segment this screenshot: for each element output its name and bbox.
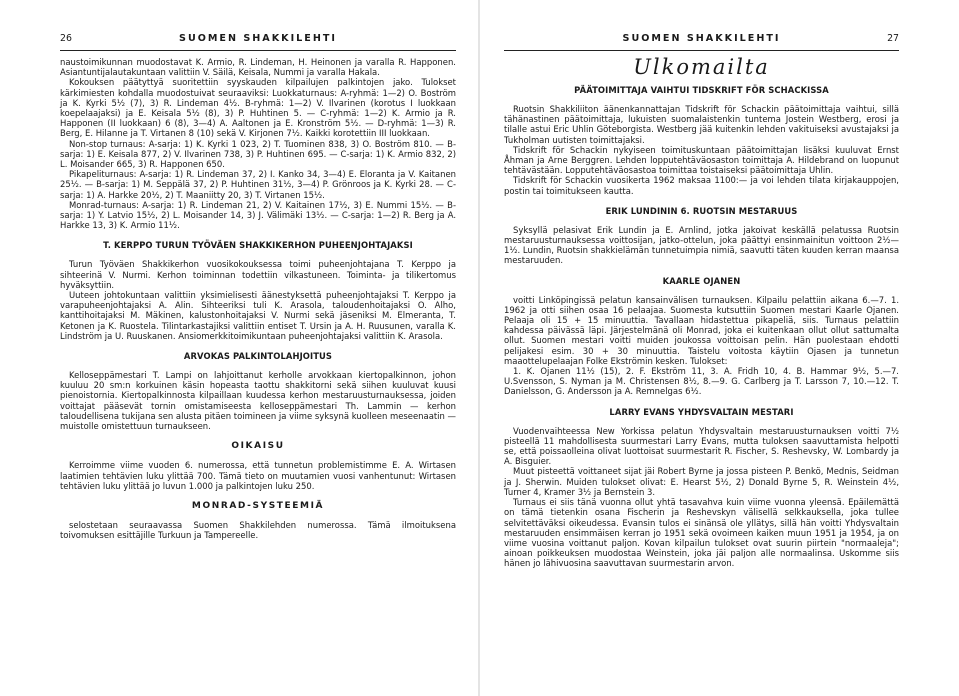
paragraph: naustoimikunnan muodostavat K. Armio, R. Lindeman, H. Heinonen ja varalla R. Happonen. Asiantuntijalautakuntaan valittiin V. Säilä, Keisala, Nummi ja varalla Hakala. [60,57,456,78]
running-head [60,30,456,51]
paragraph: Vuodenvaihteessa New Yorkissa pelatun Yhdysvaltain mestaruusturnauksen voitti 7½ pisteellä 11 mahdollisesta suurmestari Larry Evans, mutta tuloksen saavuttamista helpotti se, että poissaolleina olivat luottoisat suurmestarit R. Fischer, S. Reshevsky, W. Lombardy ja A. Bisguier. [504,425,899,467]
paragraph: 1. K. Ojanen 11½ (15), 2. F. Ekström 11, 3. A. Fridh 10, 4. B. Hammar 9½, 5.—7. U.Svensson, S. Nyman ja M. Christensen 8½, 8.—9. G. Carlberg ja T. Larsson 7, 10.—12. T. Danielsson, G. Andersson ja A. Remnelgas 6½. [504,366,899,397]
article-heading: OIKAISU [231,441,285,452]
paragraph: Non-stop turnaus: A-sarja: 1) K. Kyrki 1 023, 2) T. Tuominen 838, 3) O. Boström 810. — B-sarja: 1) E. Keisala 877, 2) V. Ilvarinen 738, 3) P. Huhtinen 695. — C-sarja: 1) K. Armio 832, 2) L. Moisander 665, 3) R. Happonen 650. [60,138,456,170]
paragraph: Pikapeliturnaus: A-sarja: 1) R. Lindeman 37, 2) I. Kanko 34, 3—4) E. Eloranta ja V. Kaitanen 25½. — B-sarja: 1) M. Seppälä 37, 2) P. Huhtinen 31½, 3—4) P. Grönroos ja K. Kyrki 28. — C-sarja: 1) A. Harkke 20½, 2) T. Maaniitty 20, 3) T. Virtanen 15½. [60,169,456,200]
page-number: 27 [887,33,899,44]
article-heading: LARRY EVANS YHDYSVALTAIN MESTARI [609,406,794,417]
paragraph: Ruotsin Shakkiliiton äänenkannattajan Tidskrift för Schackin päätoimittaja vaihtui, sillä tähänastinen päätoimittaja, lukuisten suomalaistenkin tuntema Jostein Westberg, erosi ja tilalle astui Eric Uhlin Göteborgista. Westberg jää kuitenkin lehden vakituiseksi avustajaksi ja Tukholman uutisten toimittajaksi. [504,104,899,145]
journal-title: SUOMEN SHAKKILEHTI [179,33,337,44]
article-heading: ERIK LUNDININ 6. RUOTSIN MESTARUUS [605,205,798,216]
article-heading: ARVOKAS PALKINTOLAHJOITUS [183,351,333,362]
page-number: 26 [60,33,72,44]
article-heading: KAARLE OJANEN [662,275,741,286]
journal-title: SUOMEN SHAKKILEHTI [622,33,781,44]
paragraph: Muut pisteettä voittaneet sijat jäi Robert Byrne ja jossa pisteen P. Benkö, Mednis, Seidman ja J. Sherwin. Muiden tulokset olivat: E. Hearst 5½, 2) Donald Byrne 5, R. Weinstein 4½, Turner 4, Kramer 3½ ja Bernstein 3. [504,466,899,497]
right-column [504,85,899,569]
left-column [60,57,456,540]
paragraph: Syksyllä pelasivat Erik Lundin ja E. Arnlind, jotka jakoivat keskällä pelatussa Ruotsin mestaruusturnauksessa voittosijan, jatko-ottelun, joka päättyi ensinmainitun voittoon 2½—1½. Lundin, Ruotsin shakkielämän tunnetuimpia nimiä, saavutti täten kuuden kerran maansa mestaruuden. [504,224,899,266]
paragraph: Tidskrift för Schackin nykyiseen toimitusk​untaan päätoimittajan lisäksi kuuluvat Ernst Åhman ja Arne Berggren. Lehden lopputehtäväosaston toimittaja A. Hildebrand on luopunut tehtävästään. Lopputehtäväosastoa toimittaa toistaiseksi päätoimittaja Uhlin. [504,144,899,176]
paragraph: Turnaus ei siis tänä vuonna ollut yhtä tasavahva kuin viime vuonna yleensä. Epäilemättä on tämä tietenkin osana Fischerin ja Reshevskyn välisellä selkkauksella, joka tullee selvitettäväksi oikeudessa. Evansin tulos ei sinänsä ole yllätys, sillä hän voitti Yhdysvaltain mestaruuden ensimmäisen kerran jo 1951 sekä ovoimeen kaiken muun 1951 ja 1954, ja on viime vuosina voittanut paljon. Kovan kilpailun tulokset ovat suurin piirtein "normaaleja"; ainoan poikkeuksen muodostaa Weinstein, joka jäi paljon alle normaalinsa. Uskomme siis hänen jo lähivuosina saavuttavan suurmestarin arvon. [504,497,899,569]
paragraph: Tidskrift för Schackin vuosikerta 1962 maksaa 1100:— ja voi lehden tilata kirjakauppojen, postin tai toimitukseen kautta. [504,175,899,196]
paragraph: Monrad-turnaus: A-sarja: 1) R. Lindeman 21, 2) V. Kaitainen 17½, 3) E. Nummi 15½. — B-sarja: 1) Y. Latvio 15½, 2) L. Moisander 14, 3) J. Välimäki 13½. — C-sarja: 1—2) R. Berg ja A. Harkke 13, 3) K. Armio 11½. [60,199,456,231]
paragraph: Kerroimme viime vuoden 6. numerossa, että tunnetun problemistimme E. A. Wirtasen laatimien tehtävien luku ylittää 700. Tämä tieto on muutamien vuosi vanhentunut: Wirtasen tehtävien luku ylittää jo luvun 1.000 ja palkintojen luku 250. [60,460,456,491]
paragraph: Turun Työväen Shakkikerhon vuosikokouksessa toimi puheenjohtajana T. Kerppo ja sihteerinä V. Nurmi. Kerhon toiminnan todettiin vilkastuneen. Toiminta- ja tilikertomus hyväksyttiin. [60,259,456,290]
article-heading: T. KERPPO TURUN TYÖVÄEN SHAKKIKERHON PUHEENJOHTAJAKSI [103,240,413,251]
article-heading: PÄÄTOIMITTAJA VAIHTUI TIDSKRIFT FÖR SCHACKISSA [574,85,829,95]
paragraph: voitti Linköpingissä pelatun kansainvälisen turnauksen. Kilpailu pelattiin aikana 6.—7. 1. 1962 ja otti siihen osaa 16 pelaajaa. Suomesta kutsuttiin Suomen mestari Kaarle Ojanen. Pelaaja oli 15 + 15 minuuttia. Tavallaan hidastettua pikapeliä, siis. Turnaus pelattiin kahdessa päivässä läpi. Järjestelmänä oli Monrad, joka ei kuitenkaan ollut ollut sattumalta ollut. Suomen mestari voitti muiden joukossa voittoisan pelin. Hän puolestaan ehdotti pelijakesi esim. 30 + 30 minuuttia. Taistelu voitosta käytiin Ojasen ja tunnetun maaottelupelaajan Folke Ekströmin kesken. Tulokset: [504,294,899,366]
right-page [480,0,959,696]
running-head [504,30,899,51]
paragraph: Kelloseppämestari T. Lampi on lahjoittanut kerholle arvokkaan kiertopalkinnon, johon kuuluu 20 sm:n korkuinen käsin hopeasta taottu shakkitorni sekä siihen kuuluvat kuusi pienoistornia. Kiertopalkinnosta kilpaillaan kuudessa kerhon mestaruusturnauksessa, joiden voittajat pääsevät tornin omistamiseesta kelloseppämestari Th. Lammin — kerhon taloudellisena tukijana sen alusta pitäen toimineen ja viime syksynä kuolleen meseenaatin — muistolle omistettuun turnaukseen. [60,370,456,432]
paragraph: selostetaan seuraavassa Suomen Shakkilehden numerossa. Tämä ilmoituksena toivomuksen esittäjille Turkuun ja Tampereelle. [60,519,456,541]
section-title: Ulkomailta [633,55,770,79]
article-heading: MONRAD-SYSTEEMIÄ [191,500,325,511]
paragraph: Kokouksen päätyttyä suoritettiin syyskauden kilpailujen palkintojen jako. Tulokset kärkimiesten kohdalla muodostuivat seuraaviksi: Luokkaturnaus: A-ryhmä: 1—2) O. Boström ja K. Kyrki 5½ (7), 3) R. Lindeman 4½. B-ryhmä: 1—2) V. Ilvarinen (korotus I luokkaan koepelaajaksi) ja E. Keisala 5½ (8), 3) P. Huhtinen 5. — C-ryhmä: 1—2) K. Armio ja R. Happonen (II luokkaan) 6 (8), 3—4) A. Aaltonen ja E. Kronström 5½. — D-ryhmä: 1—3) R. Berg, E. Hilanne ja T. Virtanen 8 (10) sekä V. Kirjonen 7½. Kaikki korotettiin III luokkaan. [60,77,456,139]
left-page [0,0,478,696]
paragraph: Uuteen johtokuntaan valittiin yksimielisesti äänestyksettä puheenjohtajaksi T. Kerppo ja varapuheenjohtajaksi A. Alin. Sihteeriksi tuli K. Arasola, taloudenhoitajaksi O. Alho, kanttihoitajaksi M. Mäkinen, kalustonhoitajaksi V. Nurmi sekä jäseniksi M. Elmeranta, T. Ketonen ja K. Ruostela. Tilintarkastajiksi valittiin entiset T. Ursin ja A. H. Ruusunen, varalla K. Lindström ja U. Ruuskanen. Ansiomerkkitoimikuntaan puheenjohtajaksi valittiin K. Arasola. [60,290,456,341]
